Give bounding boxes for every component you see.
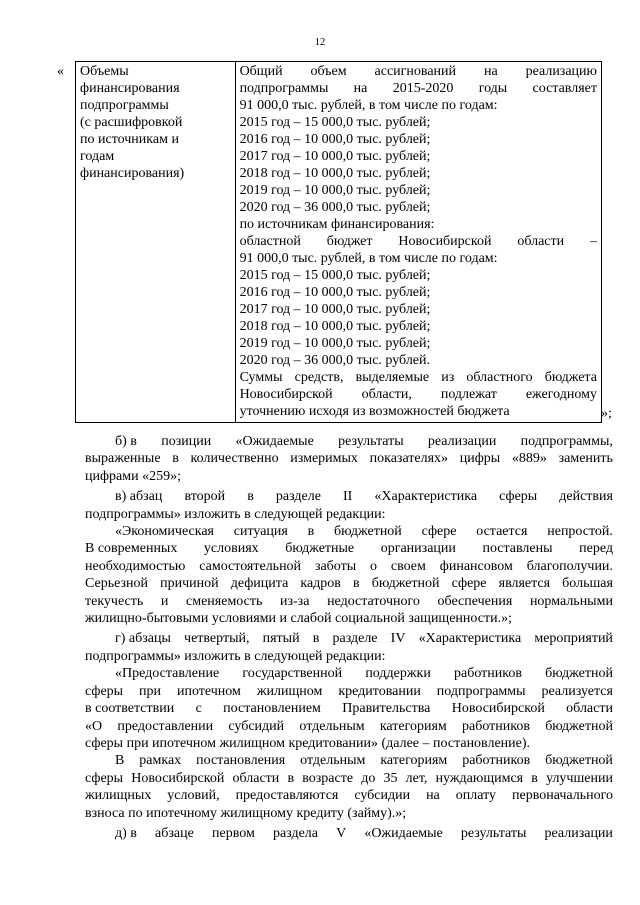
word: годы <box>478 81 508 96</box>
word: Новосибирской <box>239 387 333 402</box>
word: самостоятельной <box>199 558 302 574</box>
word: выраженные <box>85 451 161 467</box>
word: кредитовании <box>338 683 421 699</box>
word: действия <box>559 489 613 505</box>
value-line: 2020 год – 36 000,0 тыс. рублей; <box>239 200 431 215</box>
word: В современных <box>85 541 178 557</box>
word: из <box>441 370 455 385</box>
word: бюджетной <box>545 753 613 769</box>
word: бюджетные <box>285 541 355 557</box>
word: жилищных <box>85 788 152 804</box>
word: лет, <box>405 770 428 786</box>
word: 35 <box>383 770 398 786</box>
paragraph-b <box>85 433 613 485</box>
word: сменяемость <box>186 593 263 609</box>
text-line: жилищно-бытовыми условиями и слабой социальной защищенности.»; <box>85 611 512 627</box>
text-line <box>85 718 613 735</box>
word: объем <box>310 64 347 79</box>
word: с <box>195 701 202 717</box>
word: работников <box>462 753 531 769</box>
label-line: подпрограммы <box>80 98 169 113</box>
value-line <box>240 233 597 250</box>
word: остается <box>476 524 528 540</box>
word: предоставлении <box>117 718 214 734</box>
word: и <box>160 593 169 609</box>
table-cell-value <box>235 62 601 423</box>
value-line: 2018 год – 10 000,0 тыс. рублей; <box>239 319 431 334</box>
word: ежегодному <box>525 387 597 402</box>
word: составляет <box>532 81 597 96</box>
word: ипотечном <box>176 683 241 699</box>
word: области, <box>361 387 412 402</box>
word: «Характеристика <box>374 489 478 505</box>
word: ситуация <box>233 524 288 540</box>
word: жилищном <box>256 683 323 699</box>
word: г) абзацы <box>115 631 171 647</box>
word: условий, <box>167 788 220 804</box>
text-line: подпрограммы» изложить в следующей редакции: <box>85 648 386 664</box>
word: областной <box>239 234 301 249</box>
text-line <box>85 683 613 700</box>
closing-quote: »; <box>601 406 612 421</box>
word: «Характеристика <box>418 631 522 647</box>
word: первоначального <box>511 788 613 804</box>
word: области <box>566 701 613 717</box>
text-line <box>85 433 613 450</box>
text-line: цифрами «259»; <box>85 468 182 484</box>
word: реализацию <box>525 64 597 79</box>
text-line: подпрограммы» изложить в следующей редакции: <box>85 506 386 522</box>
word: перед <box>579 541 613 557</box>
value-line <box>240 369 597 386</box>
text-line <box>85 575 613 592</box>
word: из-за <box>280 593 310 609</box>
word: В <box>115 753 125 769</box>
word: «889» <box>511 451 547 467</box>
word: в <box>531 770 538 786</box>
word: постановления <box>196 753 286 769</box>
label-line: финансирования) <box>80 166 185 181</box>
word: Новосибирской <box>451 701 545 717</box>
word: работников <box>462 718 530 734</box>
value-line: 2017 год – 10 000,0 тыс. рублей; <box>239 302 431 317</box>
word: подлежат <box>440 387 497 402</box>
word: является <box>498 576 551 592</box>
text-line: сферы при ипотечном жилищном кредитовании» (далее – постановление). <box>85 735 531 751</box>
word: пятый <box>262 631 300 647</box>
paragraph-d <box>85 825 613 842</box>
word: средств, <box>294 370 344 385</box>
text-line: взноса по ипотечному жилищному кредиту (займу).»; <box>85 805 407 821</box>
word: II <box>343 489 353 505</box>
word: кадров <box>300 576 341 592</box>
word: возрасте <box>302 770 354 786</box>
word: Суммы <box>239 370 283 385</box>
word: Общий <box>239 64 283 79</box>
word: рамках <box>139 753 182 769</box>
financing-table <box>75 61 602 423</box>
word: на <box>426 788 440 804</box>
word: в соответствии <box>85 701 175 717</box>
word: бюджетной <box>371 576 440 592</box>
word: улучшении <box>546 770 613 786</box>
value-line: 91 000,0 тыс. рублей, в том числе по годам: <box>239 98 498 113</box>
word: бюджета <box>544 370 597 385</box>
word: в <box>307 524 315 540</box>
text-line <box>85 752 613 769</box>
word: подпрограммы, <box>520 434 613 449</box>
label-line: годам <box>80 149 115 164</box>
value-line: 2015 год – 15 000,0 тыс. рублей; <box>239 115 431 130</box>
word: ассигнований <box>374 64 457 79</box>
value-line: по источникам финансирования: <box>239 217 435 232</box>
word: области <box>232 770 280 786</box>
label-line: Объемы <box>80 64 129 79</box>
table-cell-label <box>76 62 236 423</box>
word: поставлены <box>482 541 553 557</box>
word: заменить <box>558 451 613 467</box>
word: условиях <box>203 541 259 557</box>
word: «О <box>85 718 103 734</box>
text-line <box>85 540 613 557</box>
value-line: 2020 год – 36 000,0 тыс. рублей. <box>239 353 431 368</box>
word: причиной <box>160 576 219 592</box>
text-line <box>85 523 613 540</box>
word: V <box>336 825 347 841</box>
word: предоставляются <box>235 788 339 804</box>
word: «Предоставление <box>115 666 220 682</box>
value-line: 2016 год – 10 000,0 тыс. рублей; <box>239 285 431 300</box>
word: бюджетной <box>545 718 613 734</box>
paragraph-v <box>85 488 613 627</box>
text-line <box>85 700 613 717</box>
word: количественно <box>190 451 279 467</box>
page-number: 12 <box>314 37 326 48</box>
word: в <box>353 576 360 592</box>
word: «Ожидаемые <box>235 434 314 449</box>
word: в <box>247 489 254 505</box>
word: государственной <box>242 666 343 682</box>
word: «Ожидаемые <box>364 825 443 841</box>
word: б) в <box>115 434 137 449</box>
word: в <box>172 451 179 467</box>
value-line: 2016 год – 10 000,0 тыс. рублей; <box>239 132 431 147</box>
text-line <box>85 787 613 804</box>
label-line: финансирования <box>80 81 180 96</box>
word: при <box>139 683 162 699</box>
word: разделе <box>275 489 321 505</box>
value-line: 2019 год – 10 000,0 тыс. рублей; <box>239 183 431 198</box>
word: области <box>517 234 565 249</box>
value-line: 2019 год – 10 000,0 тыс. рублей; <box>239 336 431 351</box>
paragraph-g <box>85 630 613 821</box>
text-line <box>85 488 613 505</box>
table-row <box>76 62 602 423</box>
word: четвертый, <box>184 631 250 647</box>
word: о <box>370 558 378 574</box>
word: сферы <box>85 683 124 699</box>
word: Новосибирской <box>131 770 225 786</box>
word: результаты <box>338 434 404 449</box>
word: в <box>312 631 320 647</box>
value-line <box>240 63 597 80</box>
word: категориям <box>379 718 447 734</box>
word: абзаце <box>155 825 194 841</box>
label-line: по источникам и <box>80 132 179 147</box>
word: поддержки <box>365 666 431 682</box>
word: благополучии. <box>526 558 613 574</box>
word: большая <box>562 576 613 592</box>
word: своем <box>390 558 426 574</box>
word: подпрограммы <box>239 81 329 96</box>
word: на <box>483 64 498 79</box>
word: до <box>361 770 376 786</box>
word: постановлением <box>223 701 321 717</box>
value-line: 2017 год – 10 000,0 тыс. рублей; <box>239 149 431 164</box>
document-body <box>85 433 613 842</box>
word: финансовом <box>439 558 513 574</box>
word: субсидии <box>354 788 411 804</box>
word: сфере <box>421 524 457 540</box>
word: нормальными <box>529 593 613 609</box>
word: Правительства <box>342 701 431 717</box>
word: заботы <box>314 558 357 574</box>
word: на <box>353 81 368 96</box>
word: «Экономическая <box>115 524 214 540</box>
text-line <box>85 593 613 610</box>
word: сфере <box>451 576 487 592</box>
word: выделяемые <box>355 370 430 385</box>
text-line <box>85 825 613 842</box>
word: недостаточного <box>327 593 420 609</box>
word: бюджетной <box>545 666 613 682</box>
word: результаты <box>460 825 527 841</box>
label-line: (с расшифровкой <box>80 115 183 130</box>
text-line <box>85 770 613 787</box>
word: отдельным <box>300 753 366 769</box>
word: д) в <box>115 825 137 841</box>
word: сферы <box>499 489 538 505</box>
value-line: уточнению исходя из возможностей бюджета <box>239 404 510 419</box>
word: 2015-2020 <box>392 81 454 96</box>
word: непростой. <box>547 524 613 540</box>
word: обеспечения <box>437 593 513 609</box>
word: дефицита <box>230 576 289 592</box>
word: областного <box>466 370 533 385</box>
word: показателях» <box>369 451 449 467</box>
word: – <box>589 234 597 249</box>
word: в) абзац <box>115 489 163 505</box>
value-line: 2018 год – 10 000,0 тыс. рублей; <box>239 166 431 181</box>
word: бюджетной <box>334 524 402 540</box>
text-line <box>85 450 613 467</box>
value-line <box>240 386 597 403</box>
word: первом <box>211 825 255 841</box>
text-line <box>85 630 613 647</box>
word: работников <box>454 666 522 682</box>
word: второй <box>184 489 226 505</box>
text-line <box>85 558 613 575</box>
text-line <box>85 665 613 682</box>
word: реализуется <box>541 683 613 699</box>
word: в <box>287 770 295 786</box>
word: нуждающимся <box>435 770 524 786</box>
word: необходимостью <box>85 558 186 574</box>
opening-quote: « <box>57 64 64 79</box>
word: мероприятий <box>534 631 613 647</box>
word: Серьезной <box>85 576 149 592</box>
word: позиции <box>161 434 212 449</box>
word: категориям <box>380 753 448 769</box>
word: измеримых <box>290 451 358 467</box>
word: цифры <box>459 451 501 467</box>
word: текучесть <box>85 593 144 609</box>
word: реализации <box>544 825 613 841</box>
word: IV <box>390 631 406 647</box>
word: оплату <box>455 788 497 804</box>
value-line: 91 000,0 тыс. рублей, в том числе по годам: <box>239 251 498 266</box>
word: раздела <box>272 825 318 841</box>
word: отдельным <box>299 718 365 734</box>
word: подпрограммы <box>436 683 526 699</box>
word: организации <box>380 541 456 557</box>
word: бюджет <box>326 234 373 249</box>
word: субсидий <box>228 718 285 734</box>
value-line: 2015 год – 15 000,0 тыс. рублей; <box>239 268 431 283</box>
word: Новосибирской <box>398 234 492 249</box>
word: разделе <box>332 631 378 647</box>
word: реализации <box>427 434 497 449</box>
value-line <box>240 80 597 97</box>
word: сферы <box>85 770 124 786</box>
